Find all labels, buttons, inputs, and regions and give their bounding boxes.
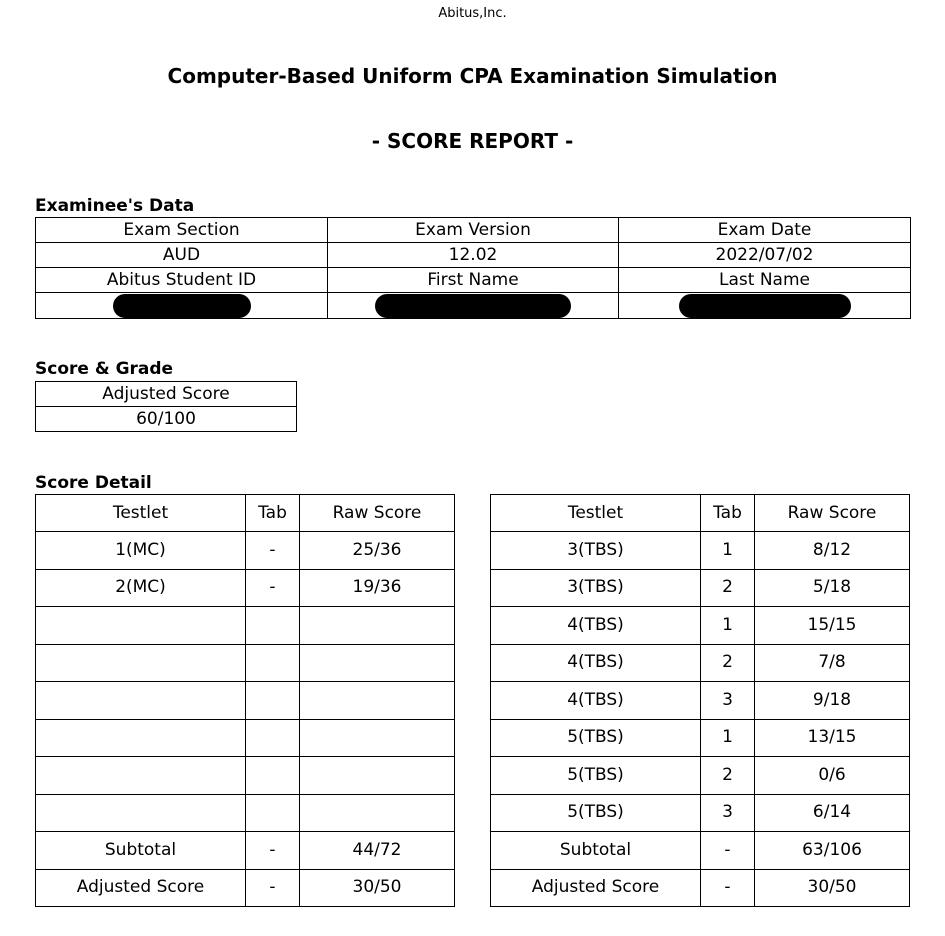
testlet-cell: 3(TBS) <box>491 569 701 607</box>
header-testlet: Testlet <box>491 495 701 532</box>
header-testlet: Testlet <box>36 495 246 532</box>
testlet-cell <box>36 794 246 832</box>
tab-cell <box>246 644 300 682</box>
raw-score-cell <box>300 757 455 795</box>
raw-score-cell <box>300 794 455 832</box>
tab-cell: - <box>246 869 300 907</box>
table-row <box>36 832 455 870</box>
header-exam-section: Exam Section <box>36 218 328 243</box>
table-row <box>491 794 910 832</box>
exam-version-value: 12.02 <box>328 243 619 268</box>
table-row <box>491 607 910 645</box>
tab-cell: 2 <box>701 569 755 607</box>
raw-score-cell: 6/14 <box>755 794 910 832</box>
tab-cell: 1 <box>701 532 755 570</box>
report-title: Computer-Based Uniform CPA Examination Simulation <box>167 64 778 88</box>
raw-score-cell <box>300 644 455 682</box>
score-grade-section-label: Score & Grade <box>35 359 174 379</box>
header-first-name: First Name <box>328 268 619 293</box>
table-row <box>36 794 455 832</box>
redaction-bar <box>679 294 851 318</box>
table-row <box>491 644 910 682</box>
testlet-cell: 2(MC) <box>36 569 246 607</box>
score-detail-left-table <box>35 494 455 907</box>
table-row <box>491 532 910 570</box>
tab-cell <box>246 607 300 645</box>
raw-score-cell: 7/8 <box>755 644 910 682</box>
table-row <box>36 869 455 907</box>
header-tab: Tab <box>246 495 300 532</box>
tab-cell: - <box>701 832 755 870</box>
score-detail-section-label: Score Detail <box>35 473 152 493</box>
adjusted-score-value: 60/100 <box>36 407 297 432</box>
testlet-cell <box>36 644 246 682</box>
raw-score-cell: 9/18 <box>755 682 910 720</box>
raw-score-cell <box>300 719 455 757</box>
testlet-cell <box>36 757 246 795</box>
table-row <box>491 832 910 870</box>
examinee-section-label: Examinee's Data <box>35 196 195 216</box>
report-subtitle: - SCORE REPORT - <box>371 129 574 153</box>
raw-score-cell: 30/50 <box>755 869 910 907</box>
tab-cell <box>246 794 300 832</box>
tab-cell: - <box>246 569 300 607</box>
testlet-cell: 5(TBS) <box>491 719 701 757</box>
raw-score-cell: 8/12 <box>755 532 910 570</box>
tab-cell: 1 <box>701 607 755 645</box>
testlet-cell: Subtotal <box>491 832 701 870</box>
table-row <box>491 757 910 795</box>
student-id-value <box>36 293 328 319</box>
header-raw-score: Raw Score <box>300 495 455 532</box>
raw-score-cell: 15/15 <box>755 607 910 645</box>
testlet-cell: 3(TBS) <box>491 532 701 570</box>
table-row <box>491 569 910 607</box>
redaction-bar <box>113 294 251 318</box>
header-row <box>491 495 910 532</box>
testlet-cell: 4(TBS) <box>491 682 701 720</box>
table-row <box>36 569 455 607</box>
raw-score-cell: 13/15 <box>755 719 910 757</box>
last-name-value <box>619 293 911 319</box>
table-row <box>36 757 455 795</box>
testlet-cell: 5(TBS) <box>491 794 701 832</box>
testlet-cell <box>36 682 246 720</box>
score-grade-table <box>35 381 297 432</box>
tab-cell: 3 <box>701 682 755 720</box>
header-exam-version: Exam Version <box>328 218 619 243</box>
adjusted-score-header: Adjusted Score <box>36 382 297 407</box>
tab-cell: 2 <box>701 644 755 682</box>
exam-date-value: 2022/07/02 <box>619 243 911 268</box>
testlet-cell: 4(TBS) <box>491 644 701 682</box>
testlet-cell: 5(TBS) <box>491 757 701 795</box>
table-row <box>491 682 910 720</box>
raw-score-cell: 63/106 <box>755 832 910 870</box>
table-row <box>36 644 455 682</box>
testlet-cell <box>36 719 246 757</box>
tab-cell: 3 <box>701 794 755 832</box>
tab-cell <box>246 719 300 757</box>
tab-cell: - <box>701 869 755 907</box>
raw-score-cell: 44/72 <box>300 832 455 870</box>
raw-score-cell: 19/36 <box>300 569 455 607</box>
table-row <box>491 869 910 907</box>
tab-cell: - <box>246 832 300 870</box>
raw-score-cell <box>300 607 455 645</box>
testlet-cell: Adjusted Score <box>36 869 246 907</box>
table-row <box>36 607 455 645</box>
header-last-name: Last Name <box>619 268 911 293</box>
tab-cell <box>246 757 300 795</box>
header-exam-date: Exam Date <box>619 218 911 243</box>
redaction-bar <box>375 294 571 318</box>
tab-cell: 1 <box>701 719 755 757</box>
tab-cell <box>246 682 300 720</box>
table-row <box>491 719 910 757</box>
tab-cell: 2 <box>701 757 755 795</box>
header-tab: Tab <box>701 495 755 532</box>
testlet-cell <box>36 607 246 645</box>
testlet-cell: 4(TBS) <box>491 607 701 645</box>
testlet-cell: Subtotal <box>36 832 246 870</box>
raw-score-cell: 0/6 <box>755 757 910 795</box>
header-row <box>36 495 455 532</box>
raw-score-cell: 25/36 <box>300 532 455 570</box>
tab-cell: - <box>246 532 300 570</box>
table-row <box>36 719 455 757</box>
raw-score-cell: 30/50 <box>300 869 455 907</box>
table-row <box>36 532 455 570</box>
score-detail-right-table <box>490 494 910 907</box>
exam-section-value: AUD <box>36 243 328 268</box>
header-student-id: Abitus Student ID <box>36 268 328 293</box>
company-name: Abitus,Inc. <box>438 6 507 21</box>
testlet-cell: Adjusted Score <box>491 869 701 907</box>
raw-score-cell: 5/18 <box>755 569 910 607</box>
header-raw-score: Raw Score <box>755 495 910 532</box>
first-name-value <box>328 293 619 319</box>
examinee-table <box>35 217 911 319</box>
table-row <box>36 682 455 720</box>
raw-score-cell <box>300 682 455 720</box>
testlet-cell: 1(MC) <box>36 532 246 570</box>
